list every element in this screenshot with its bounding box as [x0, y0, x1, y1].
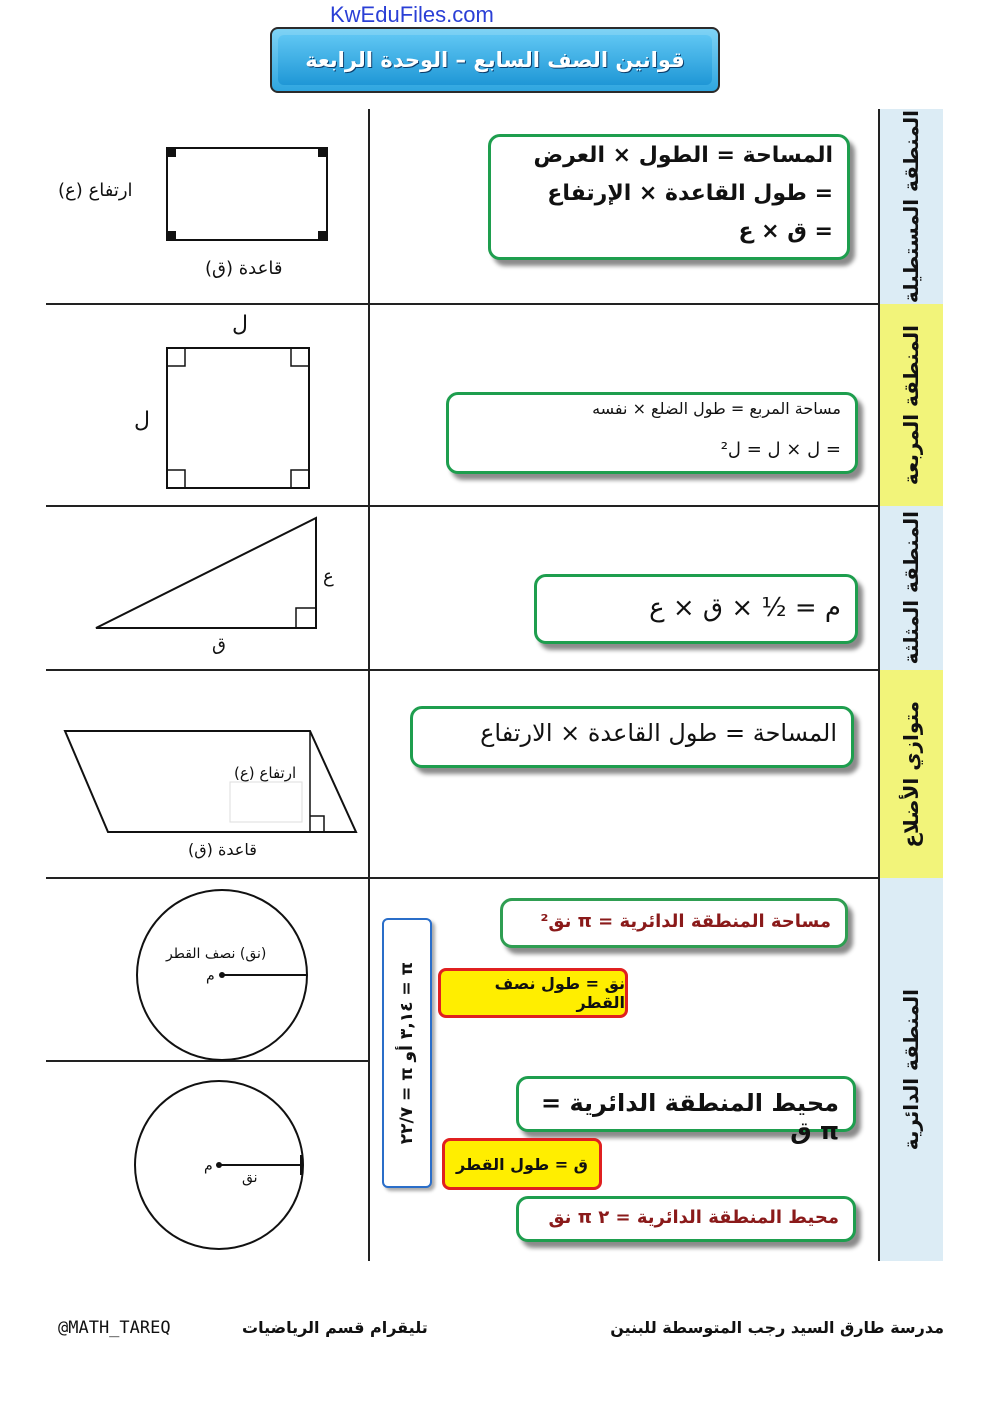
square-side-top-label: ل — [232, 312, 248, 337]
circle-circumference-formula-box — [516, 1076, 856, 1145]
square-side-left-label: ل — [134, 408, 150, 433]
triangle-base-label: ق — [212, 634, 226, 655]
formula-line: محيط المنطقة الدائرية = ٢ π نق — [548, 1207, 839, 1228]
triangle-height-label: ع — [323, 566, 334, 587]
title-banner — [270, 27, 720, 93]
label-text: المنطقة المثلثة — [899, 511, 923, 665]
formula-line: مساحة المنطقة الدائرية = π نق² — [540, 911, 831, 932]
row-label-triangle — [879, 506, 943, 670]
grid-line — [368, 109, 370, 1261]
parallelogram-base-label: قاعدة (ق) — [188, 840, 257, 859]
rectangle-height-label: ارتفاع (ع) — [58, 180, 133, 201]
grid-line — [46, 877, 880, 879]
circle2-radius-label: نق — [242, 1170, 258, 1186]
label-text: متوازي الأضلاع — [899, 700, 923, 848]
formula-line: المساحة = الطول × العرض — [533, 143, 833, 168]
rectangle-formula-box — [488, 134, 850, 260]
label-text: المنطقة الدائرية — [899, 988, 923, 1151]
row-label-circle — [879, 878, 943, 1261]
page-title: قوانين الصف السابع – الوحدة الرابعة — [278, 35, 712, 85]
formula-line: = طول القاعدة × الإرتفاع — [547, 181, 833, 206]
circle1-radius-label: (نق) نصف القطر — [166, 946, 267, 962]
parallelogram-formula-box — [410, 706, 854, 768]
grid-line — [46, 669, 880, 671]
circle-circumference-formula2-box — [516, 1196, 856, 1242]
footer-telegram: تليقرام قسم الرياضيات — [242, 1318, 428, 1337]
row-label-rectangle — [879, 109, 943, 304]
circle2-center-label: م — [204, 1158, 213, 1174]
rectangle-base-label: قاعدة (ق) — [205, 258, 283, 279]
site-watermark: KwEduFiles.com — [330, 2, 494, 27]
parallelogram-figure — [60, 724, 360, 838]
pi-note-box — [382, 918, 432, 1188]
triangle-formula-box — [534, 574, 858, 644]
grid-line — [46, 303, 880, 305]
circle1-center-label: م — [206, 968, 215, 984]
row-label-parallelogram — [879, 670, 943, 878]
diameter-note: ق = طول القطر — [442, 1138, 602, 1190]
formula-line: م = ½ × ق × ع — [649, 593, 841, 623]
square-figure — [160, 340, 320, 495]
label-text: المنطقة المستطيلة — [899, 109, 923, 304]
square-formula-box — [446, 392, 858, 474]
parallelogram-height-label: ارتفاع (ع) — [234, 764, 297, 782]
circle-figure-1 — [130, 888, 315, 1063]
circle-area-formula-box — [500, 898, 848, 948]
formula-line: مساحة المربع = طول الضلع × نفسه — [592, 399, 841, 418]
formula-line: محيط المنطقة الدائرية = π ق — [541, 1089, 839, 1145]
footer-handle: @MATH_TAREQ — [58, 1318, 171, 1338]
formula-line: = ق × ع — [738, 219, 833, 244]
label-text: المنطقة المربعة — [899, 324, 923, 486]
rectangle-figure — [160, 140, 335, 250]
pi-note: π = ٣,١٤ أو π = ٢٢/٧ — [397, 961, 417, 1145]
radius-note: نق = طول نصف القطر — [438, 968, 628, 1018]
row-label-square — [879, 304, 943, 506]
triangle-figure — [90, 512, 330, 637]
footer-school: مدرسة طارق السيد رجب المتوسطة للبنين — [610, 1318, 944, 1337]
formula-line: المساحة = طول القاعدة × الارتفاع — [480, 719, 837, 747]
formula-line: = ل × ل = ل² — [720, 439, 841, 460]
circle-figure-2 — [134, 1076, 304, 1254]
grid-line — [46, 505, 880, 507]
